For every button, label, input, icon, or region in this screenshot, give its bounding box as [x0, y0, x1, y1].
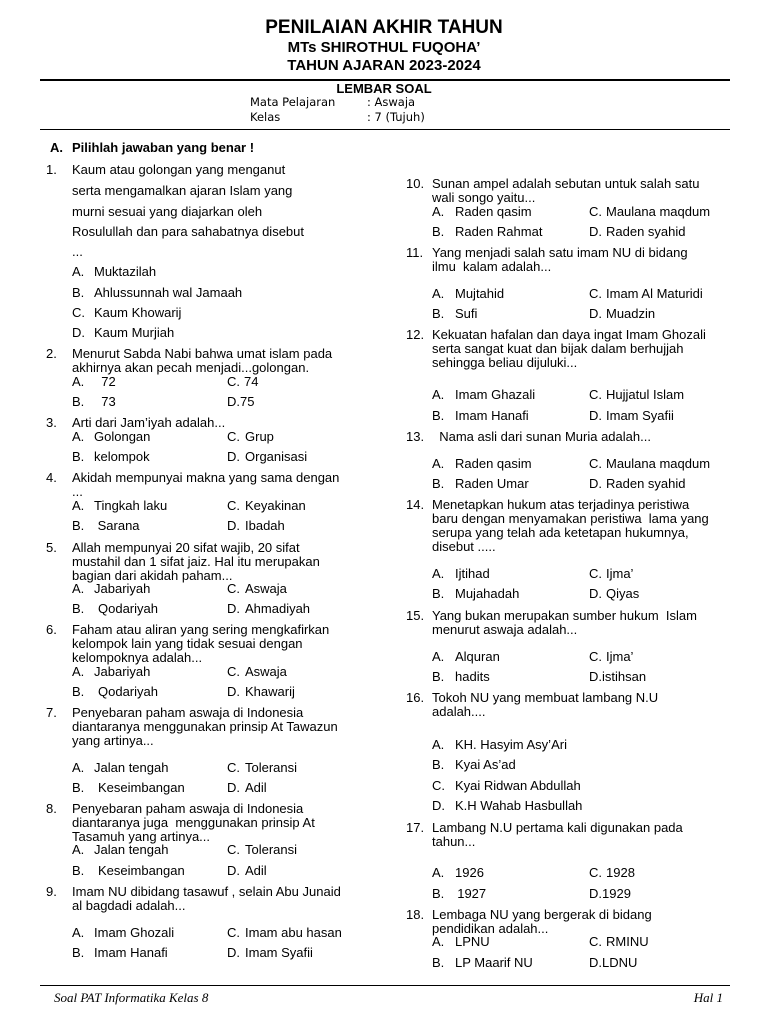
question-text: akhirnya akan pecah menjadi...golongan. [72, 360, 310, 375]
option-text: Qodariyah [98, 684, 158, 699]
option-letter: A. [72, 664, 85, 679]
option-letter: D. [589, 306, 602, 321]
option-text: K.H Wahab Hasbullah [455, 798, 583, 813]
option-text: D.LDNU [589, 955, 638, 970]
option-text: Golongan [94, 429, 151, 444]
question-text: menurut aswaja adalah... [432, 622, 578, 637]
question-number: 16. [406, 690, 425, 705]
option-letter: D. [227, 945, 240, 960]
option-text: KH. Hasyim Asy’Ari [455, 737, 567, 752]
question-text: Tokoh NU yang membuat lambang N.U [432, 690, 659, 705]
footer-divider [40, 985, 730, 986]
option-letter: C. [227, 925, 240, 940]
question-text: Kekuatan hafalan dan daya ingat Imam Ghozali [432, 327, 706, 342]
option-letter: A. [432, 649, 445, 664]
question-number: 1. [46, 162, 57, 177]
question-text: adalah.... [432, 704, 486, 719]
option-text: Keseimbangan [98, 863, 185, 878]
question-text: al bagdadi adalah... [72, 898, 186, 913]
option-letter: A. [72, 429, 85, 444]
option-text: Alquran [455, 649, 500, 664]
question-text: tahun... [432, 834, 476, 849]
question-text: Tasamuh yang artinya... [72, 829, 211, 844]
option-text: Imam Hanafi [94, 945, 168, 960]
question-text: Yang menjadi salah satu imam NU di bidang [432, 245, 688, 260]
option-letter: D. [72, 325, 85, 340]
option-text: Ijtihad [455, 566, 490, 581]
question-text: serta sangat kuat dan bijak dalam berhujjah [432, 341, 684, 356]
option-text: 1926 [455, 865, 484, 880]
question-number: 9. [46, 884, 57, 899]
option-letter: C. [227, 498, 240, 513]
option-text: 75 [240, 394, 255, 409]
option-text: Kyai Ridwan Abdullah [455, 778, 581, 793]
option-letter: A. [432, 387, 445, 402]
option-text: Sufi [455, 306, 478, 321]
question-number: 6. [46, 622, 57, 637]
option-letter: B. [72, 684, 85, 699]
option-text: Sarana [94, 518, 140, 533]
option-letter: A. [72, 264, 85, 279]
school-name: MTs SHIROTHUL FUQOHA’ [287, 39, 481, 56]
question-text: murni sesuai yang diajarkan oleh [72, 204, 263, 219]
option-text: Jalan tengah [94, 760, 169, 775]
option-text: Keseimbangan [98, 780, 185, 795]
option-letter: B. [72, 601, 85, 616]
option-text: LPNU [455, 934, 490, 949]
option-letter: A. [72, 842, 85, 857]
option-letter: B. [432, 669, 445, 684]
option-text: Kaum Murjiah [94, 325, 175, 340]
option-text: Organisasi [245, 449, 308, 464]
question-text: Yang bukan merupakan sumber hukum Islam [432, 608, 697, 623]
option-letter: D. [589, 408, 602, 423]
option-letter: C. [227, 429, 240, 444]
option-letter: D. [589, 476, 602, 491]
option-letter: B. [432, 224, 445, 239]
option-letter: C. [589, 649, 602, 664]
option-text: LP Maarif NU [455, 955, 533, 970]
question-text: Menetapkan hukum atas terjadinya peristiwa [432, 497, 690, 512]
option-letter: C. [589, 934, 602, 949]
option-letter: B. [432, 757, 445, 772]
option-text: Grup [245, 429, 274, 444]
option-text: 74 [244, 374, 259, 389]
option-text: Maulana maqdum [606, 204, 711, 219]
question-text: Rosulullah dan para sahabatnya disebut [72, 224, 305, 239]
option-text: D.1929 [589, 886, 631, 901]
subject-value: : Aswaja [367, 95, 416, 109]
question-text: serta mengamalkan ajaran Islam yang [72, 183, 293, 198]
option-text: RMINU [606, 934, 649, 949]
question-number: 18. [406, 907, 425, 922]
option-text: Imam Ghozali [94, 925, 175, 940]
option-text: Imam Syafii [606, 408, 674, 423]
question-number: 12. [406, 327, 425, 342]
question-text: disebut ..... [432, 539, 496, 554]
option-letter: C. [589, 456, 602, 471]
question-number: 14. [406, 497, 425, 512]
option-letter: B. [72, 945, 85, 960]
question-text: Nama asli dari sunan Muria adalah... [432, 429, 651, 444]
question-text: kelompoknya adalah... [72, 650, 203, 665]
section-letter: A. [50, 140, 63, 155]
option-letter: D. [227, 394, 240, 409]
question-number: 5. [46, 540, 57, 555]
option-text: Ahlussunnah wal Jamaah [94, 285, 243, 300]
option-text: Qodariyah [98, 601, 158, 616]
option-text: Muadzin [606, 306, 656, 321]
option-text: Imam Syafii [245, 945, 313, 960]
question-number: 8. [46, 801, 57, 816]
school-year: TAHUN AJARAN 2023-2024 [287, 57, 481, 74]
question-text: ... [72, 484, 83, 499]
option-text: Jalan tengah [94, 842, 169, 857]
option-text: Ijma’ [606, 566, 634, 581]
option-letter: A. [432, 286, 445, 301]
option-letter: C. [227, 760, 240, 775]
option-text: Keyakinan [245, 498, 306, 513]
question-text: yang artinya... [72, 733, 154, 748]
option-text: Ibadah [245, 518, 285, 533]
option-letter: D. [227, 449, 240, 464]
option-text: Ahmadiyah [245, 601, 311, 616]
option-letter: A. [72, 760, 85, 775]
option-text: Jabariyah [94, 664, 151, 679]
question-number: 4. [46, 470, 57, 485]
option-text: Kaum Khowarij [94, 305, 182, 320]
question-text: baru dengan menyamakan peristiwa lama yang [432, 511, 709, 526]
question-text: sehingga beliau dijuluki... [432, 355, 578, 370]
option-letter: B. [72, 394, 85, 409]
option-text: Imam abu hasan [245, 925, 342, 940]
option-letter: A. [72, 374, 85, 389]
option-text: Khawarij [245, 684, 295, 699]
question-number: 17. [406, 820, 425, 835]
option-text: Muktazilah [94, 264, 157, 279]
option-text: Aswaja [245, 664, 287, 679]
option-text: D.istihsan [589, 669, 647, 684]
question-text: diantaranya menggunakan prinsip At Tawazun [72, 719, 338, 734]
option-letter: B. [72, 285, 85, 300]
option-letter: A. [72, 925, 85, 940]
option-text: Qiyas [606, 586, 640, 601]
option-letter: B. [432, 586, 445, 601]
option-letter: A. [432, 934, 445, 949]
question-text: Lambang N.U pertama kali digunakan pada [432, 820, 683, 835]
question-number: 11. [406, 245, 424, 260]
option-text: 1927 [450, 886, 487, 901]
question-text: Akidah mempunyai makna yang sama dengan [72, 470, 340, 485]
option-text: Raden Rahmat [455, 224, 543, 239]
option-letter: C. [589, 566, 602, 581]
option-letter: B. [432, 476, 445, 491]
option-letter: C. [589, 204, 602, 219]
question-text: bagian dari akidah paham... [72, 568, 233, 583]
option-letter: C. [589, 865, 602, 880]
option-letter: C. [589, 286, 602, 301]
option-letter: A. [72, 581, 85, 596]
option-letter: B. [72, 780, 85, 795]
option-text: Imam Hanafi [455, 408, 529, 423]
option-text: Adil [245, 863, 267, 878]
question-text: Imam NU dibidang tasawuf , selain Abu Junaid [72, 884, 341, 899]
option-letter: C. [227, 581, 240, 596]
option-letter: C. [227, 664, 240, 679]
option-letter: D. [227, 684, 240, 699]
option-text: Imam Ghazali [455, 387, 536, 402]
option-text: 73 [94, 394, 116, 409]
option-text: Raden syahid [606, 476, 686, 491]
option-letter: B. [72, 518, 85, 533]
footer-course: Soal PAT Informatika Kelas 8 [54, 990, 209, 1005]
question-text: pendidikan adalah... [432, 921, 549, 936]
question-text: wali songo yaitu... [432, 190, 536, 205]
subject-label: Mata Pelajaran [250, 95, 336, 109]
option-letter: A. [432, 737, 445, 752]
question-text: Arti dari Jam’iyah adalah... [72, 415, 226, 430]
question-number: 15. [406, 608, 425, 623]
option-text: Maulana maqdum [606, 456, 711, 471]
option-text: 1928 [606, 865, 635, 880]
option-letter: D. [589, 224, 602, 239]
option-letter: A. [432, 204, 445, 219]
class-value: : 7 (Tujuh) [367, 110, 425, 124]
exam-title: PENILAIAN AKHIR TAHUN [265, 17, 503, 38]
option-text: Ijma’ [606, 649, 634, 664]
option-text: Raden qasim [455, 204, 532, 219]
question-text: Penyebaran paham aswaja di Indonesia [72, 801, 304, 816]
option-letter: C. [589, 387, 602, 402]
option-text: Raden Umar [455, 476, 529, 491]
option-text: 72 [94, 374, 116, 389]
option-text: Kyai As’ad [455, 757, 516, 772]
question-number: 10. [406, 176, 425, 191]
option-letter: B. [432, 408, 445, 423]
question-text: Allah mempunyai 20 sifat wajib, 20 sifat [72, 540, 300, 555]
question-number: 3. [46, 415, 57, 430]
option-text: Toleransi [245, 760, 298, 775]
option-letter: D. [227, 601, 240, 616]
footer-page-number: Hal 1 [693, 990, 723, 1005]
question-text: diantaranya juga menggunakan prinsip At [72, 815, 315, 830]
question-text: ilmu kalam adalah... [432, 259, 552, 274]
option-letter: B. [432, 955, 445, 970]
option-letter: A. [432, 566, 445, 581]
question-text: Faham atau aliran yang sering mengkafirkan [72, 622, 330, 637]
option-letter: D. [227, 518, 240, 533]
question-text: Kaum atau golongan yang menganut [72, 162, 286, 177]
question-number: 7. [46, 705, 57, 720]
option-letter: C. [72, 305, 85, 320]
question-text: serupa yang telah ada ketetapan hukumnya, [432, 525, 689, 540]
question-text: Penyebaran paham aswaja di Indonesia [72, 705, 304, 720]
option-letter: B. [72, 863, 85, 878]
option-text: Imam Al Maturidi [606, 286, 703, 301]
sheet-label: LEMBAR SOAL [336, 81, 432, 96]
option-letter: B. [432, 886, 445, 901]
option-text: Mujahadah [455, 586, 520, 601]
option-text: Adil [245, 780, 267, 795]
option-letter: D. [227, 780, 240, 795]
option-text: Tingkah laku [94, 498, 168, 513]
option-text: Raden syahid [606, 224, 686, 239]
option-text: Jabariyah [94, 581, 151, 596]
option-letter: C. [432, 778, 445, 793]
option-text: Mujtahid [455, 286, 505, 301]
option-letter: C. [227, 374, 240, 389]
meta-divider [40, 129, 730, 130]
option-text: Aswaja [245, 581, 287, 596]
option-text: kelompok [94, 449, 150, 464]
section-instruction: Pilihlah jawaban yang benar ! [72, 140, 255, 155]
option-letter: D. [432, 798, 445, 813]
question-text: Lembaga NU yang bergerak di bidang [432, 907, 652, 922]
option-letter: A. [432, 865, 445, 880]
question-text: kelompok lain yang tidak sesuai dengan [72, 636, 303, 651]
option-letter: D. [589, 586, 602, 601]
option-letter: C. [227, 842, 240, 857]
option-letter: B. [72, 449, 85, 464]
question-number: 13. [406, 429, 425, 444]
question-text: mustahil dan 1 sifat jaiz. Hal itu merupakan [72, 554, 320, 569]
option-text: Hujjatul Islam [606, 387, 685, 402]
question-number: 2. [46, 346, 57, 361]
option-text: Toleransi [245, 842, 298, 857]
question-text: Sunan ampel adalah sebutan untuk salah satu [432, 176, 700, 191]
question-text: Menurut Sabda Nabi bahwa umat islam pada [72, 346, 333, 361]
option-letter: B. [432, 306, 445, 321]
option-text: Raden qasim [455, 456, 532, 471]
class-label: Kelas [250, 110, 281, 124]
option-letter: A. [432, 456, 445, 471]
option-text: hadits [455, 669, 490, 684]
question-text: ... [72, 244, 83, 259]
option-letter: A. [72, 498, 85, 513]
option-letter: D. [227, 863, 240, 878]
